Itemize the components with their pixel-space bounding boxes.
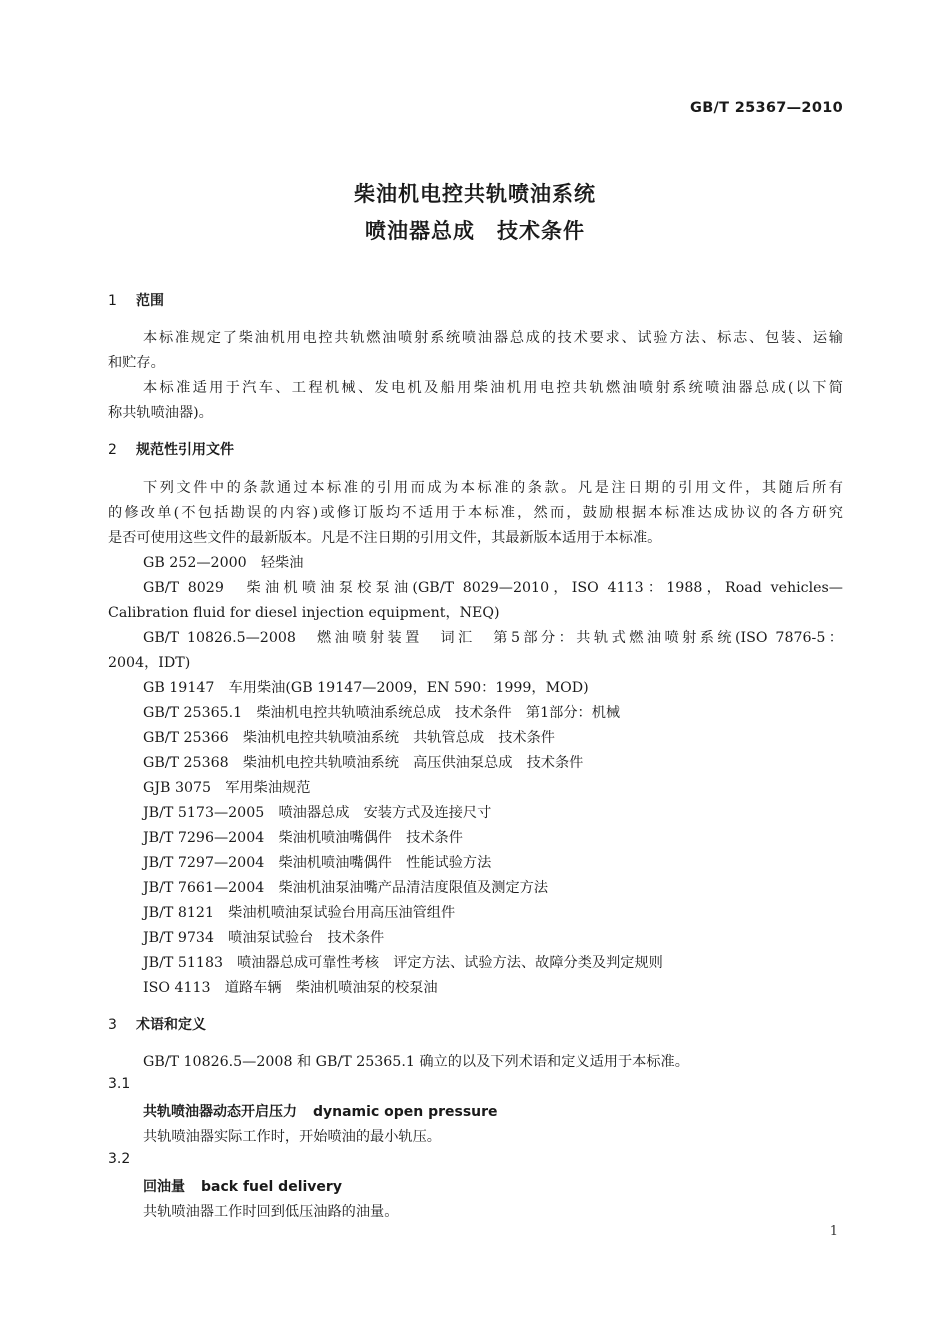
reference-item: JB/T 8121 柴油机喷油泵试验台用高压油管组件 bbox=[143, 905, 456, 921]
reference-item-continuation: Calibration fluid for diesel injection equipment，NEQ) bbox=[108, 605, 500, 621]
reference-item: ISO 4113 道路车辆 柴油机喷油泵的校泵油 bbox=[143, 980, 438, 996]
paragraph-line: 本标准适用于汽车、工程机械、发电机及船用柴油机用电控共轨燃油喷射系统喷油器总成(以下简 bbox=[143, 380, 843, 396]
paragraph-line: 下列文件中的条款通过本标准的引用而成为本标准的条款。凡是注日期的引用文件，其随后所有 bbox=[143, 480, 843, 496]
reference-item: JB/T 5173—2005 喷油器总成 安装方式及连接尺寸 bbox=[143, 805, 492, 821]
reference-item: GB/T 25368 柴油机电控共轨喷油系统 高压供油泵总成 技术条件 bbox=[143, 755, 584, 771]
reference-item: GB 252—2000 轻柴油 bbox=[143, 555, 304, 571]
paragraph-line: 本标准规定了柴油机用电控共轨燃油喷射系统喷油器总成的技术要求、试验方法、标志、包装、运输 bbox=[143, 330, 843, 346]
section-number: 1 bbox=[108, 293, 117, 309]
reference-item: JB/T 7296—2004 柴油机喷油嘴偶件 技术条件 bbox=[143, 830, 463, 846]
paragraph-line: 和贮存。 bbox=[108, 355, 165, 371]
reference-item: JB/T 9734 喷油泵试验台 技术条件 bbox=[143, 930, 385, 946]
term-english: back fuel delivery bbox=[201, 1179, 342, 1195]
reference-item: GB 19147 车用柴油(GB 19147—2009，EN 590：1999，MOD) bbox=[143, 680, 589, 696]
reference-item: JB/T 7297—2004 柴油机喷油嘴偶件 性能试验方法 bbox=[143, 855, 492, 871]
reference-item: JB/T 7661—2004 柴油机油泵油嘴产品清洁度限值及测定方法 bbox=[143, 880, 549, 896]
term-number: 3.2 bbox=[108, 1151, 131, 1167]
reference-item-continuation: 2004，IDT) bbox=[108, 655, 191, 671]
term-heading bbox=[143, 1101, 498, 1121]
section-number: 3 bbox=[108, 1017, 117, 1033]
document-title-line-2: 喷油器总成 技术条件 bbox=[365, 219, 585, 243]
section-1-heading bbox=[108, 290, 164, 310]
section-number: 2 bbox=[108, 442, 117, 458]
reference-item: GJB 3075 军用柴油规范 bbox=[143, 780, 311, 796]
term-heading bbox=[143, 1176, 342, 1196]
reference-item: GB/T 25365.1 柴油机电控共轨喷油系统总成 技术条件 第1部分：机械 bbox=[143, 705, 621, 721]
term-definition: 共轨喷油器实际工作时，开始喷油的最小轨压。 bbox=[143, 1129, 441, 1145]
paragraph-line: 称共轨喷油器)。 bbox=[108, 405, 213, 421]
paragraph-line: 是否可使用这些文件的最新版本。凡是不注日期的引用文件，其最新版本适用于本标准。 bbox=[108, 530, 662, 546]
term-number: 3.1 bbox=[108, 1076, 131, 1092]
section-title: 规范性引用文件 bbox=[136, 442, 234, 458]
standard-number: GB/T 25367—2010 bbox=[690, 100, 843, 116]
paragraph-line: 的修改单(不包括勘误的内容)或修订版均不适用于本标准，然而，鼓励根据本标准达成协议的各方研究 bbox=[108, 505, 843, 521]
section-3-heading bbox=[108, 1014, 206, 1034]
document-title-line-1: 柴油机电控共轨喷油系统 bbox=[354, 182, 596, 206]
page-number: 1 bbox=[829, 1224, 838, 1239]
reference-item: GB/T 8029 柴油机喷油泵校泵油(GB/T 8029—2010，ISO 4113：1988，Road vehicles— bbox=[143, 580, 843, 596]
section-title: 范围 bbox=[136, 293, 164, 309]
paragraph-line: GB/T 10826.5—2008 和 GB/T 25365.1 确立的以及下列术语和定义适用于本标准。 bbox=[143, 1054, 689, 1070]
reference-item: GB/T 10826.5—2008 燃油喷射装置 词汇 第5部分：共轨式燃油喷射系统(ISO 7876-5： bbox=[143, 630, 843, 646]
term-definition: 共轨喷油器工作时回到低压油路的油量。 bbox=[143, 1204, 399, 1220]
section-title: 术语和定义 bbox=[136, 1017, 206, 1033]
term-chinese: 回油量 bbox=[143, 1179, 185, 1195]
term-chinese: 共轨喷油器动态开启压力 bbox=[143, 1104, 297, 1120]
term-english: dynamic open pressure bbox=[313, 1104, 498, 1120]
reference-item: GB/T 25366 柴油机电控共轨喷油系统 共轨管总成 技术条件 bbox=[143, 730, 555, 746]
reference-item: JB/T 51183 喷油器总成可靠性考核 评定方法、试验方法、故障分类及判定规则 bbox=[143, 955, 663, 971]
section-2-heading bbox=[108, 439, 234, 459]
